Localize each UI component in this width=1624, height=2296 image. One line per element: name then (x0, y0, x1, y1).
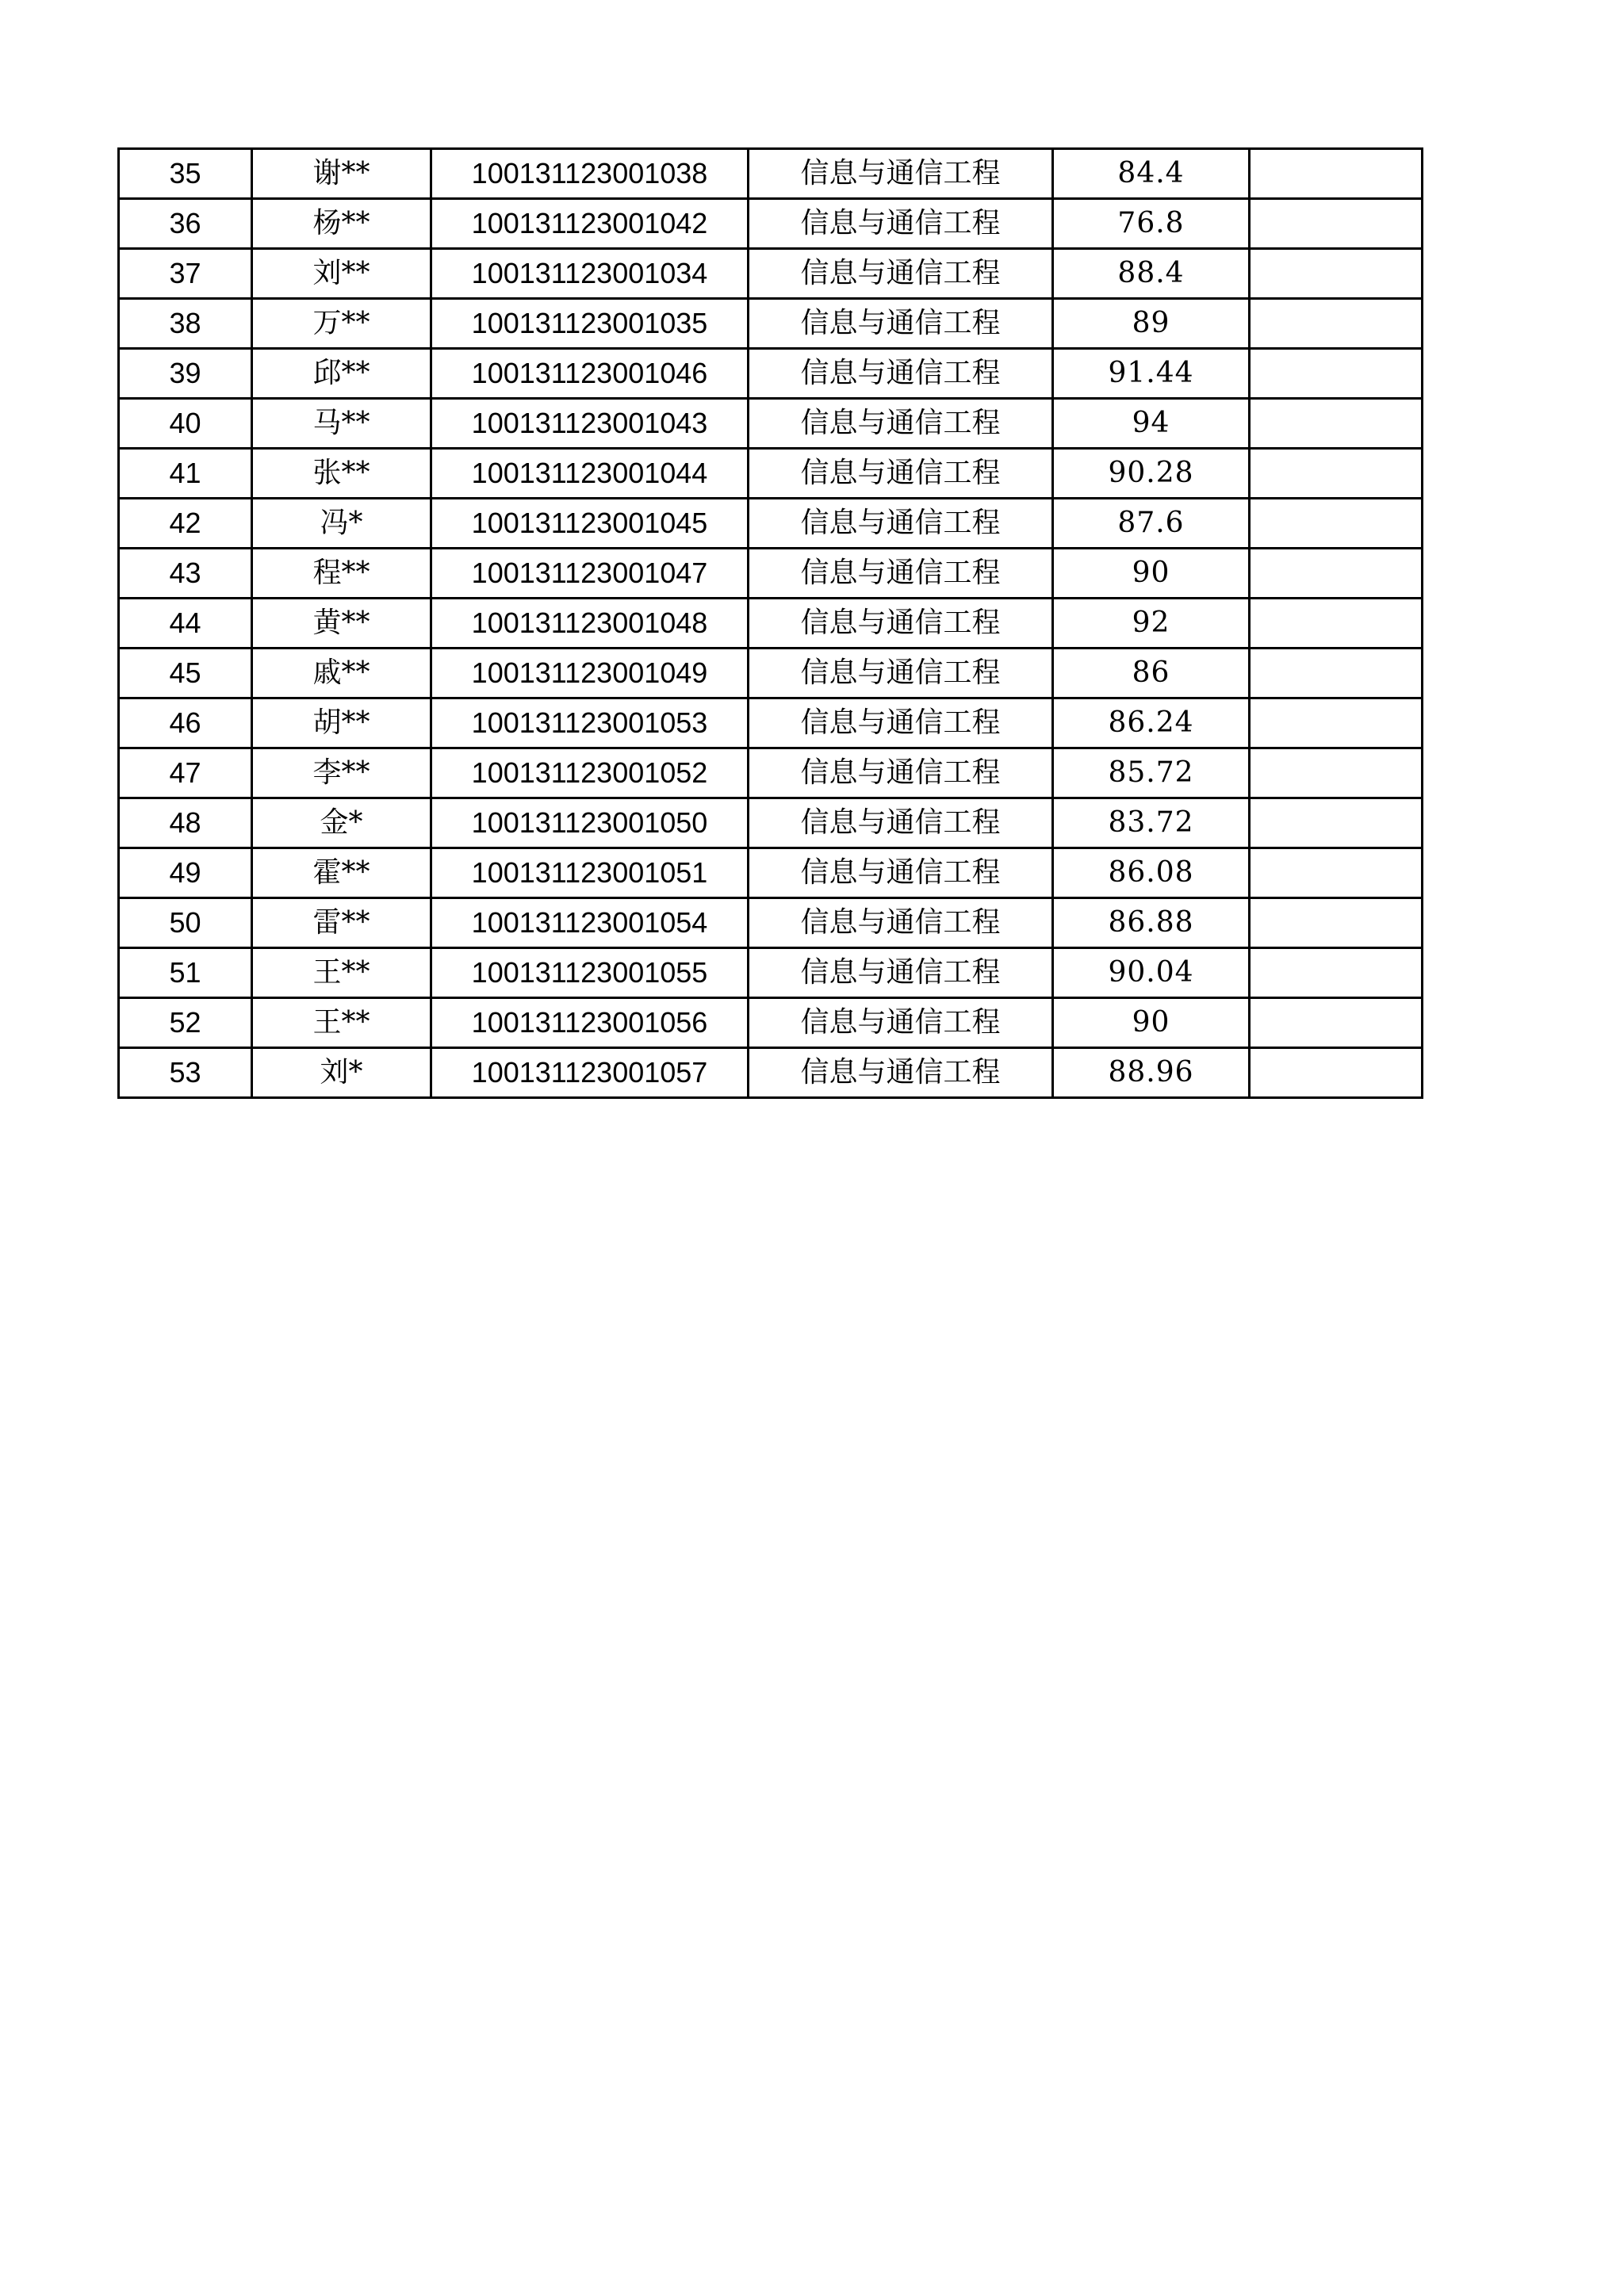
major-cell: 信息与通信工程 (749, 399, 1053, 449)
table-row (119, 449, 1423, 499)
note-cell (1250, 399, 1423, 449)
seq-cell: 44 (119, 599, 252, 649)
note-cell (1250, 499, 1423, 549)
exam-id-cell: 100131123001052 (431, 748, 749, 798)
exam-id-cell: 100131123001046 (431, 349, 749, 399)
note-cell (1250, 798, 1423, 848)
seq-cell: 39 (119, 349, 252, 399)
score-table (117, 147, 1423, 1099)
name-cell: 雷** (252, 898, 431, 948)
exam-id-cell: 100131123001054 (431, 898, 749, 948)
note-cell (1250, 1048, 1423, 1098)
table-row (119, 249, 1423, 299)
table-row (119, 549, 1423, 599)
major-cell: 信息与通信工程 (749, 998, 1053, 1048)
seq-cell: 36 (119, 199, 252, 249)
table-body (119, 149, 1423, 1098)
exam-id-cell: 100131123001045 (431, 499, 749, 549)
exam-id-cell: 100131123001047 (431, 549, 749, 599)
note-cell (1250, 649, 1423, 698)
score-cell: 90 (1053, 549, 1250, 599)
seq-cell: 52 (119, 998, 252, 1048)
name-cell: 王** (252, 998, 431, 1048)
name-cell: 霍** (252, 848, 431, 898)
major-cell: 信息与通信工程 (749, 848, 1053, 898)
name-cell: 王** (252, 948, 431, 998)
seq-cell: 53 (119, 1048, 252, 1098)
score-cell: 90.04 (1053, 948, 1250, 998)
major-cell: 信息与通信工程 (749, 948, 1053, 998)
name-cell: 黄** (252, 599, 431, 649)
seq-cell: 46 (119, 698, 252, 748)
major-cell: 信息与通信工程 (749, 449, 1053, 499)
exam-id-cell: 100131123001042 (431, 199, 749, 249)
seq-cell: 38 (119, 299, 252, 349)
note-cell (1250, 748, 1423, 798)
note-cell (1250, 998, 1423, 1048)
table-row (119, 1048, 1423, 1098)
name-cell: 万** (252, 299, 431, 349)
name-cell: 胡** (252, 698, 431, 748)
name-cell: 金* (252, 798, 431, 848)
exam-id-cell: 100131123001053 (431, 698, 749, 748)
name-cell: 刘* (252, 1048, 431, 1098)
note-cell (1250, 199, 1423, 249)
table-row (119, 698, 1423, 748)
exam-id-cell: 100131123001056 (431, 998, 749, 1048)
seq-cell: 45 (119, 649, 252, 698)
note-cell (1250, 898, 1423, 948)
name-cell: 谢** (252, 149, 431, 199)
table-row (119, 399, 1423, 449)
name-cell: 冯* (252, 499, 431, 549)
score-cell: 89 (1053, 299, 1250, 349)
exam-id-cell: 100131123001057 (431, 1048, 749, 1098)
score-cell: 86.24 (1053, 698, 1250, 748)
major-cell: 信息与通信工程 (749, 499, 1053, 549)
exam-id-cell: 100131123001044 (431, 449, 749, 499)
table-row (119, 199, 1423, 249)
major-cell: 信息与通信工程 (749, 549, 1053, 599)
note-cell (1250, 299, 1423, 349)
seq-cell: 50 (119, 898, 252, 948)
name-cell: 程** (252, 549, 431, 599)
score-cell: 76.8 (1053, 199, 1250, 249)
score-cell: 91.44 (1053, 349, 1250, 399)
name-cell: 张** (252, 449, 431, 499)
table-row (119, 998, 1423, 1048)
note-cell (1250, 948, 1423, 998)
seq-cell: 41 (119, 449, 252, 499)
table-row (119, 349, 1423, 399)
name-cell: 马** (252, 399, 431, 449)
table-row (119, 149, 1423, 199)
table-row (119, 848, 1423, 898)
exam-id-cell: 100131123001048 (431, 599, 749, 649)
table-row (119, 499, 1423, 549)
table-row (119, 748, 1423, 798)
major-cell: 信息与通信工程 (749, 649, 1053, 698)
seq-cell: 48 (119, 798, 252, 848)
seq-cell: 40 (119, 399, 252, 449)
score-cell: 87.6 (1053, 499, 1250, 549)
table-row (119, 898, 1423, 948)
table-row (119, 649, 1423, 698)
score-cell: 86.08 (1053, 848, 1250, 898)
major-cell: 信息与通信工程 (749, 199, 1053, 249)
table-row (119, 798, 1423, 848)
major-cell: 信息与通信工程 (749, 299, 1053, 349)
note-cell (1250, 549, 1423, 599)
score-cell: 86 (1053, 649, 1250, 698)
exam-id-cell: 100131123001049 (431, 649, 749, 698)
major-cell: 信息与通信工程 (749, 898, 1053, 948)
name-cell: 戚** (252, 649, 431, 698)
seq-cell: 35 (119, 149, 252, 199)
name-cell: 李** (252, 748, 431, 798)
name-cell: 邱** (252, 349, 431, 399)
score-cell: 83.72 (1053, 798, 1250, 848)
note-cell (1250, 149, 1423, 199)
note-cell (1250, 698, 1423, 748)
seq-cell: 43 (119, 549, 252, 599)
note-cell (1250, 449, 1423, 499)
major-cell: 信息与通信工程 (749, 149, 1053, 199)
exam-id-cell: 100131123001034 (431, 249, 749, 299)
note-cell (1250, 599, 1423, 649)
major-cell: 信息与通信工程 (749, 599, 1053, 649)
exam-id-cell: 100131123001035 (431, 299, 749, 349)
table-row (119, 599, 1423, 649)
seq-cell: 37 (119, 249, 252, 299)
table-row (119, 299, 1423, 349)
note-cell (1250, 848, 1423, 898)
seq-cell: 42 (119, 499, 252, 549)
score-cell: 90.28 (1053, 449, 1250, 499)
name-cell: 刘** (252, 249, 431, 299)
exam-id-cell: 100131123001043 (431, 399, 749, 449)
note-cell (1250, 249, 1423, 299)
major-cell: 信息与通信工程 (749, 748, 1053, 798)
exam-id-cell: 100131123001038 (431, 149, 749, 199)
note-cell (1250, 349, 1423, 399)
score-cell: 85.72 (1053, 748, 1250, 798)
major-cell: 信息与通信工程 (749, 249, 1053, 299)
major-cell: 信息与通信工程 (749, 349, 1053, 399)
name-cell: 杨** (252, 199, 431, 249)
score-cell: 88.96 (1053, 1048, 1250, 1098)
score-cell: 90 (1053, 998, 1250, 1048)
score-cell: 88.4 (1053, 249, 1250, 299)
exam-id-cell: 100131123001055 (431, 948, 749, 998)
seq-cell: 47 (119, 748, 252, 798)
seq-cell: 51 (119, 948, 252, 998)
table-row (119, 948, 1423, 998)
score-cell: 84.4 (1053, 149, 1250, 199)
score-cell: 86.88 (1053, 898, 1250, 948)
major-cell: 信息与通信工程 (749, 698, 1053, 748)
major-cell: 信息与通信工程 (749, 798, 1053, 848)
score-cell: 92 (1053, 599, 1250, 649)
major-cell: 信息与通信工程 (749, 1048, 1053, 1098)
seq-cell: 49 (119, 848, 252, 898)
exam-id-cell: 100131123001051 (431, 848, 749, 898)
score-cell: 94 (1053, 399, 1250, 449)
exam-id-cell: 100131123001050 (431, 798, 749, 848)
